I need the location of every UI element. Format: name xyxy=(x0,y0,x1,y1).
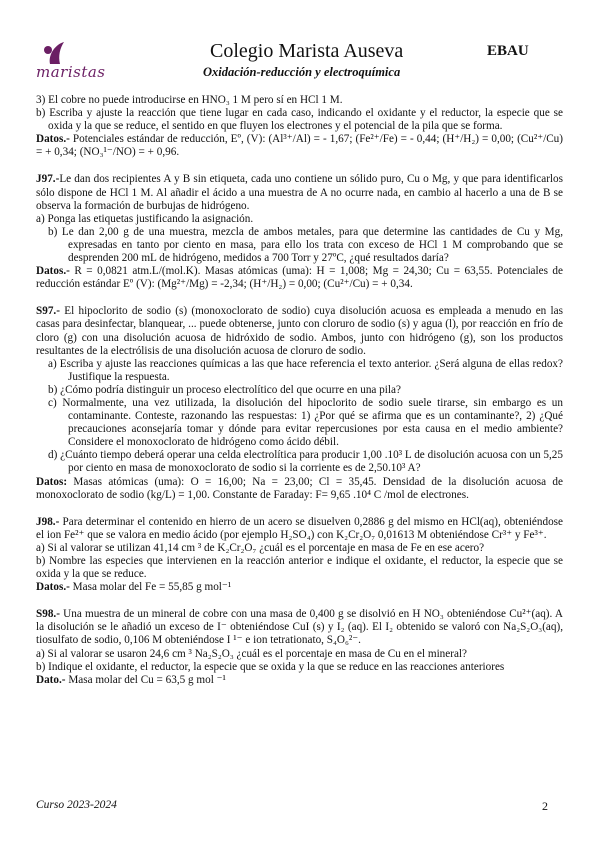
text-line: d) ¿Cuánto tiempo deberá operar una celda electrolítica para producir 1,00 .10³ L de disolución acuosa con un 5,25 por ciento en masa de monoxoclorato de sodio si la corriente es de 2,50.10³ A? xyxy=(48,449,563,475)
page-header xyxy=(0,0,600,100)
problem-j97: J97.-Le dan dos recipientes A y B sin etiqueta, cada uno contiene un sólido puro, Cu o Mg, y que para identificarlos sólo dispone de HCl 1 M. Al añadir el ácido a una muestra de A no ocurre nada, en cambio al hacerlo a una de B se observa la formación de burbujas de hidrógeno. xyxy=(36,173,563,212)
data-line: Datos.- Potenciales estándar de reducción, Eº, (V): (Al³⁺/Al) = - 1,67; (Fe²⁺/Fe) = - 0,44; (H⁺/H₂) = 0,00; (Cu²⁺/Cu) = + 0,34; (NO₃¹⁻/NO) = + 0,96. xyxy=(36,133,563,159)
data-line: Dato.- Masa molar del Cu = 63,5 g mol ⁻¹ xyxy=(36,673,226,686)
text-line: a) Si al valorar se utilizan 41,14 cm ³ de K₂Cr₂O₇ ¿cuál es el porcentaje en masa de Fe en ese acero? xyxy=(36,541,485,554)
exam-label: EBAU xyxy=(487,43,529,59)
text-line: b) Nombre las especies que intervienen en la reacción anterior e indique el oxidante, el reductor, la especie que se oxida y la que se reduce. xyxy=(36,555,563,581)
text-line: a) Ponga las etiquetas justificando la asignación. xyxy=(36,212,254,225)
text-line: 3) El cobre no puede introducirse en HNO₃ 1 M pero sí en HCl 1 M. xyxy=(36,94,343,106)
problem-s97: S97.- El hipoclorito de sodio (s) (monoxoclorato de sodio) cuya disolución acuosa es empleada a menudo en las casas para desinfectar, blanquear, ... puede obtenerse, junto con cloruro de sodio (s) y agua (l), por reacción en frío de cloro (g) con una disolución acuosa de hidróxido de sodio. Ambos, junto con hidrógeno (g), son los productos resultantes de la electrólisis de una disolución acuosa de cloruro de sodio. xyxy=(36,305,563,357)
data-line: Datos.- Masa molar del Fe = 55,85 g mol⁻¹ xyxy=(36,581,232,594)
text-line: b) Le dan 2,00 g de una muestra, mezcla de ambos metales, para que determine las cantidades de Cu y Mg, expresadas en tanto por ciento en masa, para ello los trata con exceso de HCl 1 M comprobando que se desprenden 200 mL de hidrógeno, medidos a 700 Torr y 27ºC, ¿qué resultados daría? xyxy=(48,225,563,265)
page-number: 2 xyxy=(542,799,548,813)
problem-s98: S98.- Una muestra de un mineral de cobre con una masa de 0,400 g se disolvió en H NO₃ obteniéndose Cu²⁺(aq). A la disolución se le añadió un exceso de I⁻ obteniéndose CuI (s) y I₂ (aq). El I₂ obtenido se valoró con Na₂S₂O₃(aq), tiosulfato de sodio, 0,106 M obteniéndose I ¹⁻ e ion tetrationato, S₄O₆²⁻. xyxy=(36,608,563,647)
data-line: Datos.- R = 0,0821 atm.L/(mol.K). Masas atómicas (uma): H = 1,008; Mg = 24,30; Cu = 63,55. Potenciales de reducción estándar Eº (V): (Mg²⁺/Mg) = -2,34; (H⁺/H₂) = 0,00; (Cu²⁺/Cu) = + 0,34. xyxy=(36,265,563,291)
logo-text: maristas xyxy=(36,63,106,81)
page-subtitle: Oxidación-reducción y electroquímica xyxy=(203,65,401,79)
text-line: b) ¿Cómo podría distinguir un proceso electrolítico del que ocurre en una pila? xyxy=(48,383,401,396)
data-line: Datos: Masas atómicas (uma): O = 16,00; Na = 23,00; Cl = 35,45. Densidad de la disolución acuosa de monoxoclorato de sodio (kg/L) = 1,00. Constante de Faraday: F= 9,65 .10⁴ C /mol de electrones. xyxy=(36,475,563,501)
footer-course: Curso 2023-2024 xyxy=(36,799,117,811)
text-line: a) Si al valorar se usaron 24,6 cm ³ Na₂S₂O₃ ¿cuál es el porcentaje en masa de Cu en el mineral? xyxy=(36,647,468,660)
text-line: b) Indique el oxidante, el reductor, la especie que se oxida y la que se reduce en las reacciones anteriores xyxy=(36,660,505,673)
school-name: Colegio Marista Auseva xyxy=(210,40,404,62)
problem-j98: J98.- Para determinar el contenido en hierro de un acero se disuelven 0,2886 g del mismo en HCl(aq), obteniéndose el ion Fe²⁺ que se valora en medio ácido (por ejemplo H₂SO₄) con K₂Cr₂O₇ 0,01613 M obteniéndose Cr³⁺ y Fe³⁺. xyxy=(36,515,563,541)
text-line: c) Normalmente, una vez utilizada, la disolución del hipoclorito de sodio suele tirarse, sin embargo es un contaminante. Conteste, razonando las respuestas: 1) ¿Por qué se afirma que es un contaminante?, 2) ¿Qué precauciones aconsejaría tomar y dónde para evitar repercusiones por esta causa en el medio ambiente? Considere el monoxoclorato de hidrógeno como ácido débil. xyxy=(48,396,563,449)
text-line: a) Escriba y ajuste las reacciones químicas a las que hace referencia el texto anterior. ¿Será alguna de ellas redox? Justifique la respuesta. xyxy=(48,357,563,383)
text-line: b) Escriba y ajuste la reacción que tiene lugar en cada caso, indicando el oxidante y el reductor, la especie que se oxida y la que se reduce, el sentido en que fluyen los electrones y el potencial de la pila que se forma. xyxy=(36,107,563,133)
document-body xyxy=(36,94,563,687)
